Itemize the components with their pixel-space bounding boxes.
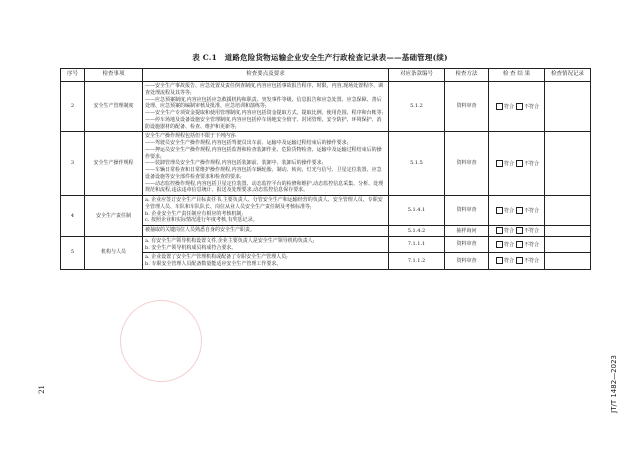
table-row [61,132,591,196]
seal-watermark [120,300,202,382]
pass-label: 符合 [503,103,514,110]
check-result [489,82,545,132]
header-item: 检查事项 [85,69,143,82]
header-no: 序号 [61,69,85,82]
table-title: 表 C.1 道路危险货物运输企业安全生产行政检查记录表——基础管理(续) [192,53,448,62]
requirements-cell [143,236,389,253]
check-method: 资料审查 [445,253,489,270]
check-result [489,132,545,196]
header-record: 检查情况记录 [545,69,591,82]
requirements-cell [143,253,389,270]
record-cell[interactable] [545,132,591,196]
check-result [489,253,545,270]
fail-label: 不符合 [524,103,540,110]
pass-label: 符合 [503,207,514,214]
clause-number: 5.1.4.1 [389,196,445,226]
inspection-item: 安全生产操作规程 [85,132,143,196]
requirements-cell [143,132,389,196]
row-number: 3 [61,132,85,196]
fail-label: 不符合 [524,228,540,234]
record-cell[interactable] [545,236,591,253]
pass-checkbox[interactable] [496,227,503,234]
pass-label: 符合 [503,241,514,248]
page-number: 21 [38,385,46,394]
fail-label: 不符合 [524,241,540,248]
pass-checkbox[interactable] [496,207,503,214]
header-row [61,69,591,82]
check-result [489,226,545,237]
clause-number: 5.1.4.2 [389,226,445,237]
pass-checkbox[interactable] [496,241,503,248]
check-method: 抽样询问 [445,226,489,237]
requirement-line: a. 企业设置了安全生产管理机构或配备了专职安全生产管理人员; [145,254,288,261]
fail-checkbox[interactable] [516,207,523,214]
header-method: 检查方法 [445,69,489,82]
header-result: 检 查 结 果 [489,69,545,82]
requirement-line: ——停车场地及设备设施安全管理制度,内容应包括停车场地安全值守、封闭管理、安全防护、环境保护、消防设施器材的配备、检查、维护和更新等; [145,116,382,130]
header-clause: 对应条款编号 [389,69,445,82]
standard-id: JT/T 1482—2023 [610,355,618,413]
fail-label: 不符合 [524,160,540,167]
clause-number: 7.1.1.2 [389,253,445,270]
requirement-line: 被抽取的关键岗位人员熟悉自身的安全生产职责。 [145,227,256,233]
pass-label: 符合 [503,228,514,234]
clause-number: 7.1.1.1 [389,236,445,253]
record-cell[interactable] [545,253,591,270]
requirement-line: ——安全生产专项资金提取和使用管理制度,内容应包括资金提取方式、提取比例、使用范围、程序和台帐等; [145,110,384,116]
fail-label: 不符合 [524,258,540,265]
requirement-line: ——动态监控操作规程,内容包括卫星定位装置、动态监控平台的检修和维护,动态监控信息采集、分析、处理规范和流程,违法违章信息统计、报送及处理要求,动态监控信息保存要求。 [145,180,384,194]
check-method: 资料审查 [445,236,489,253]
requirement-line: ——驾驶员安全生产操作规程,内容包括驾驶员出车前、运输中及运输过程结束后的操作要求; [145,140,349,146]
requirements-cell [143,226,389,237]
row-number: 2 [61,82,85,132]
requirements-cell [143,82,389,132]
requirement-line: ——应急预案制度,内容应包括应急救援机构和职责、突发事件等级、信息报告和应急处置、应急保障、善后处理、应急预案的编制审核及批准、应急培训和演练等; [145,96,382,110]
fail-checkbox[interactable] [516,241,523,248]
pass-label: 符合 [503,160,514,167]
row-number: 5 [61,236,85,269]
pass-label: 符合 [503,258,514,265]
fail-checkbox[interactable] [516,103,523,110]
check-result [489,236,545,253]
pass-checkbox[interactable] [496,103,503,110]
table-row [61,196,591,226]
fail-label: 不符合 [524,207,540,214]
clause-number: 5.1.2 [389,82,445,132]
check-method: 资料审查 [445,196,489,226]
requirement-line: ——押运员安全生产操作规程,内容包括监督和检查装卸作业、危险货物检查、运输中及运输过程结束后的操作要求; [145,146,382,160]
clause-number: 5.1.5 [389,132,445,196]
fail-checkbox[interactable] [516,227,523,234]
table-row [61,236,591,253]
requirement-line: 安全生产操作规程包括但不限于下列内容: [145,133,237,140]
requirement-line: b. 安全生产领导机构成员构成符合要求。 [145,244,237,251]
record-cell[interactable] [545,226,591,237]
pass-checkbox[interactable] [496,257,503,264]
table-row [61,82,591,132]
header-requirements: 检查要点及要求 [143,69,389,82]
requirement-line: b. 专职安全管理人员配备数量能适应安全生产管理工作要求。 [145,261,282,267]
requirement-line: a. 企业应签订安全生产目标责任书,主要负责人、分管安全生产和运输经营的负责人、安全管理人员、专职安全管理人员、车队和车队队长、岗位从业人员安全生产责任制及考核标准等; [145,197,383,210]
fail-checkbox[interactable] [516,257,523,264]
requirements-cell [143,196,389,226]
requirement-line: ——车辆日常检查和日常维护操作规程,内容包括车辆轮胎、制动、转向、灯光与信号、卫星定位装置、应急设备设施等安全部件检查要求和检查的要求; [145,167,382,180]
pass-checkbox[interactable] [496,160,503,167]
requirement-line: ——装卸管理员安全生产操作规程,内容包括装卸前、装卸中、装卸后的操作要求; [145,160,324,167]
check-method: 资料审查 [445,82,489,132]
row-number: 4 [61,196,85,237]
requirement-line: ——安全生产事故报告、应急处置及责任倒查制度,内容应包括事故报告程序、时限、内容,现场处置程序、调查处理流程及其等等; [145,83,384,96]
fail-checkbox[interactable] [516,160,523,167]
check-method: 资料审查 [445,132,489,196]
record-cell[interactable] [545,196,591,226]
record-cell[interactable] [545,82,591,132]
requirement-line: b. 企业安全生产责任制应有相应的考核机制; [145,210,244,217]
inspection-item: 安全生产责任制 [85,196,143,237]
check-result [489,196,545,226]
inspection-item: 安全生产管理制度 [85,82,143,132]
inspection-item: 机构与人员 [85,236,143,269]
requirement-line: a. 有安全生产领导机构设置文件,企业主要负责人是安全生产领导机构负责人; [145,237,315,244]
inspection-table [60,68,591,270]
requirement-line: c. 按照企业和实际情况进行年度考核,有奖惩记录。 [145,217,258,224]
